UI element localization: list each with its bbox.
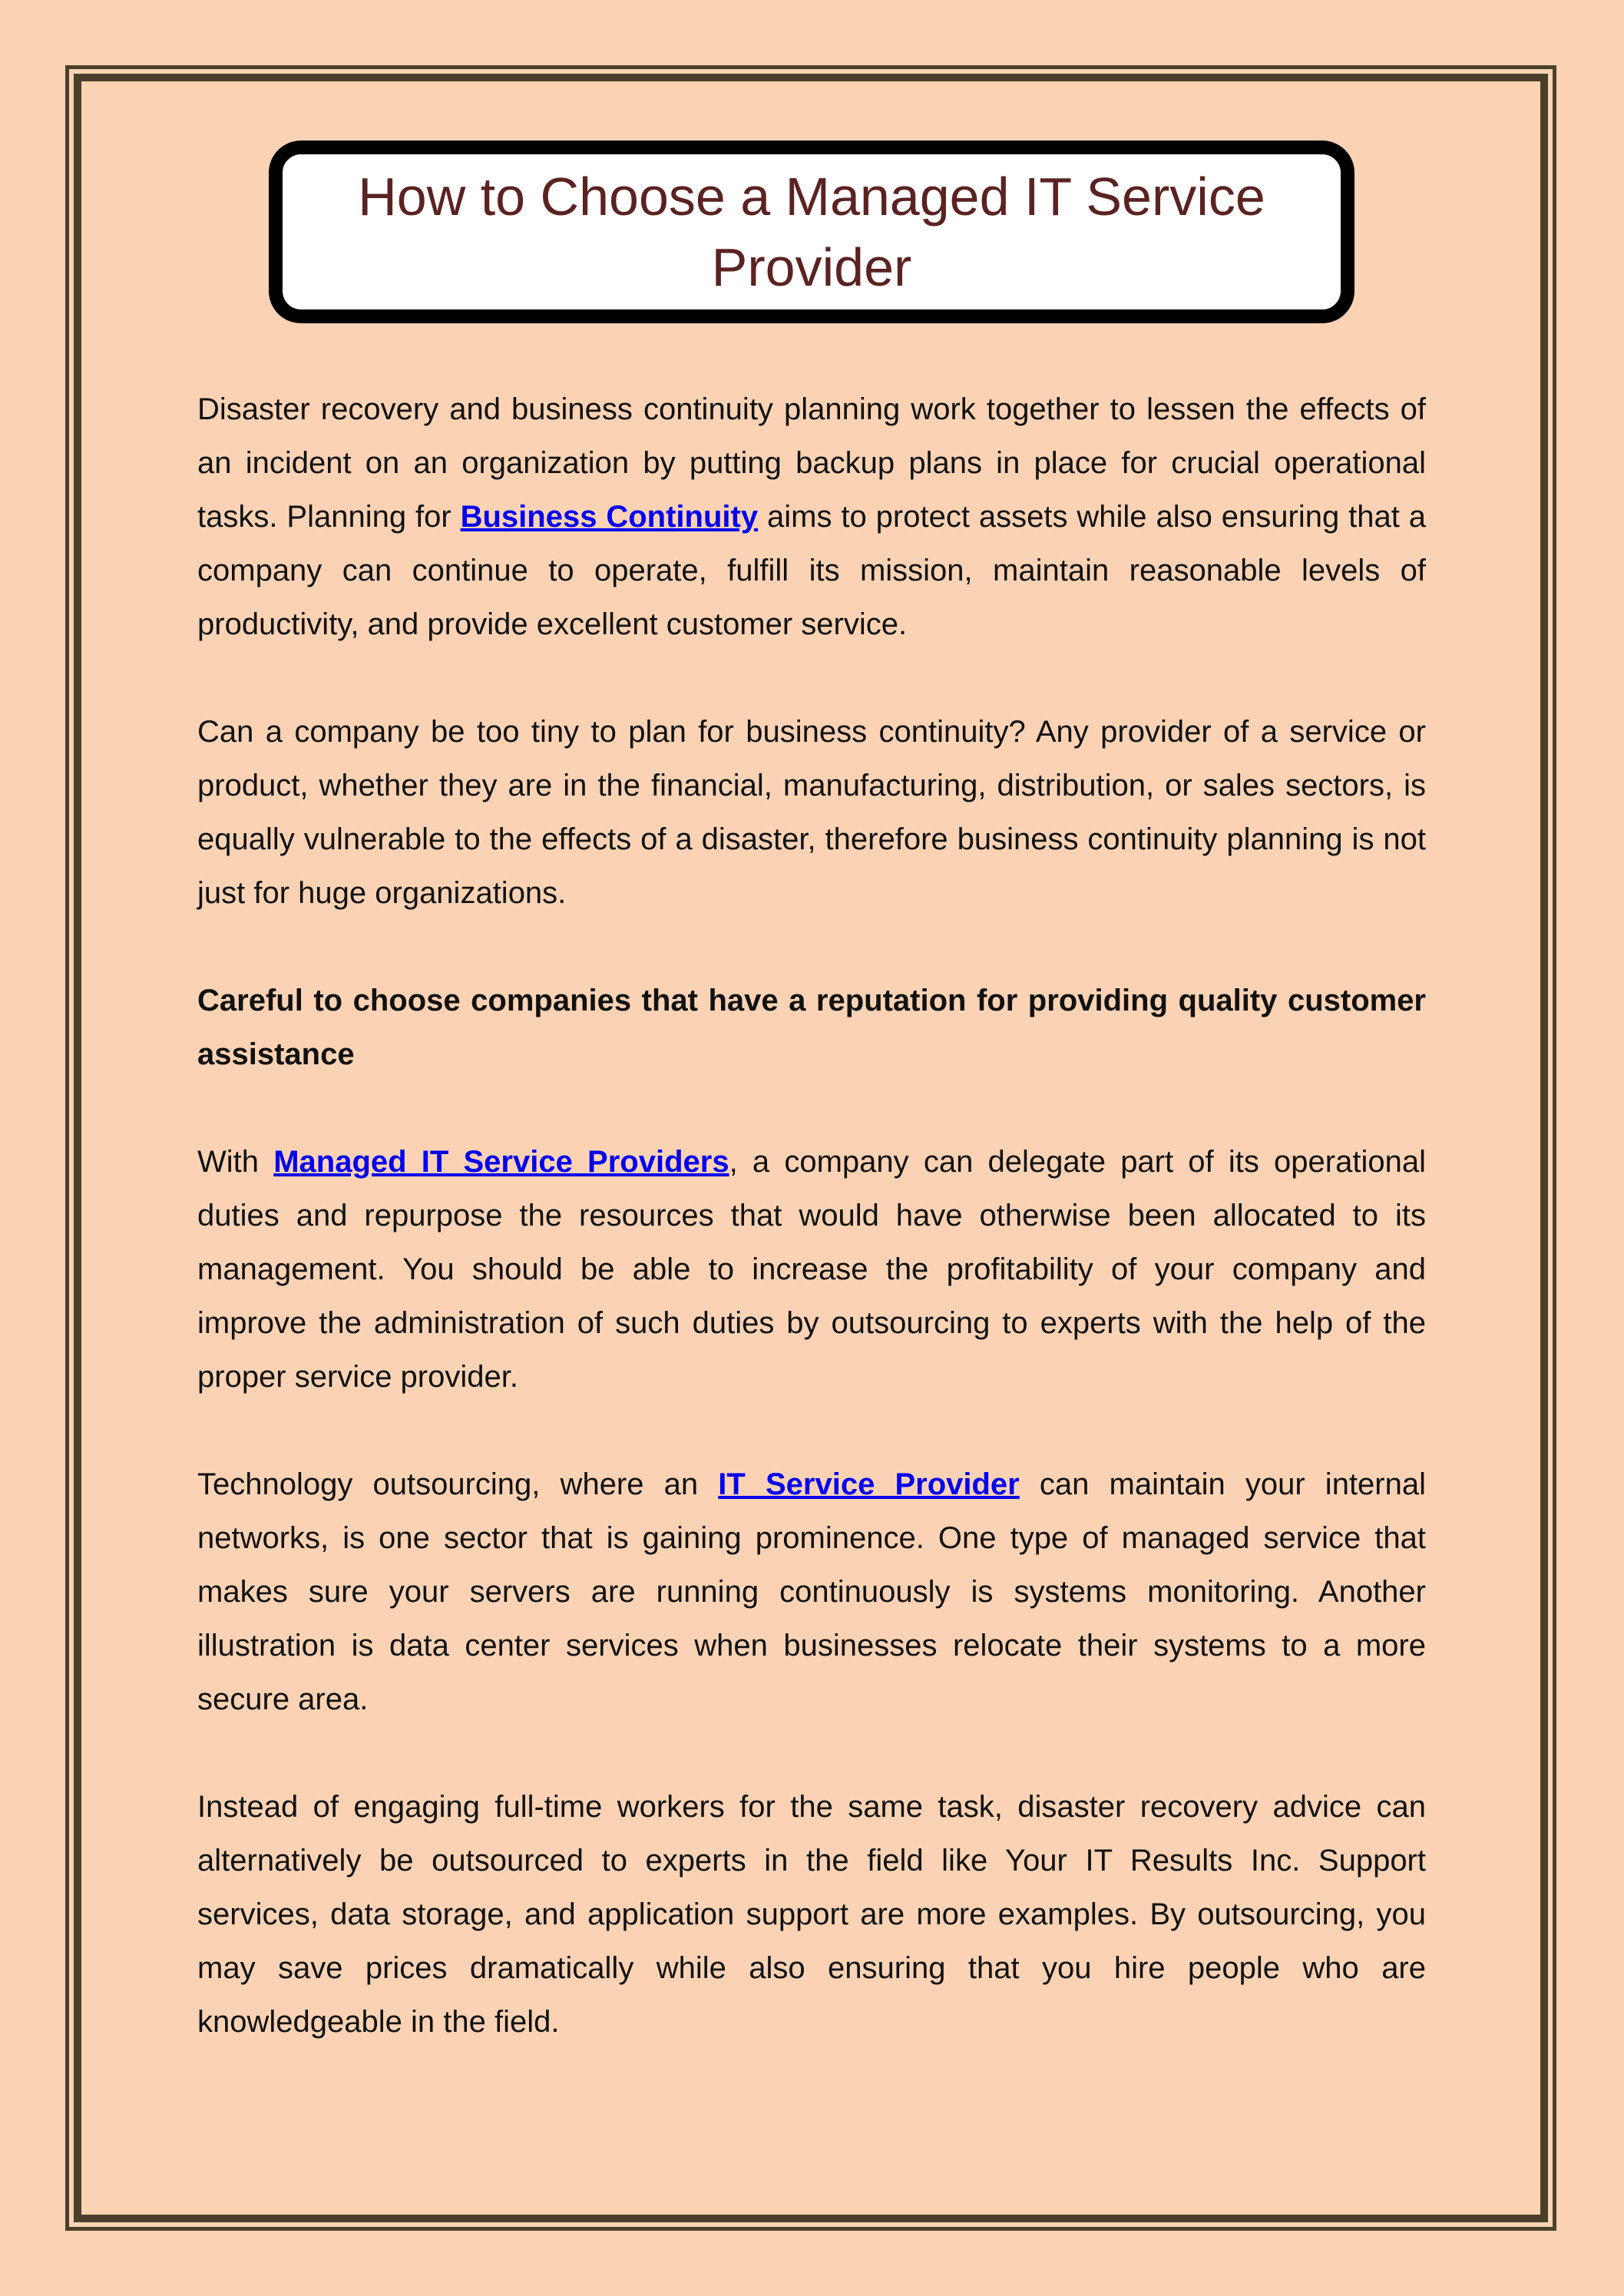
title-box	[269, 141, 1354, 323]
managed-it-service-providers-link[interactable]: Managed IT Service Providers	[273, 1145, 729, 1179]
business-continuity-link[interactable]: Business Continuity	[460, 500, 759, 534]
text: can maintain your internal networks, is one sector that is gaining prominence. One type of managed service that makes sure your servers are running continuously is systems monitoring. Another illustration is data center services when businesses relocate their systems to a more secure area.	[197, 1467, 1427, 1716]
text: Disaster recovery and business continuity planning work together to lessen the effects of an incident on an organization by putting backup plans in place for crucial operational tasks. Planning for	[197, 392, 1426, 534]
paragraph-business-continuity	[197, 382, 1426, 651]
article-body	[197, 382, 1426, 2102]
text: Technology outsourcing, where an	[197, 1467, 719, 1501]
paragraph-disaster-recovery: Instead of engaging full-time workers for the same task, disaster recovery advice can alternatively be outsourced to experts in the field like Your IT Results Inc. Support services, data storage, and application support are more examples. By outsourcing, you may save prices dramatically while also ensuring that you hire people who are knowledgeable in the field.	[197, 1790, 1426, 2039]
it-service-provider-link[interactable]: IT Service Provider	[718, 1467, 1020, 1501]
paragraph-technology-outsourcing	[197, 1457, 1426, 1726]
paragraph-managed-providers	[197, 1135, 1426, 1404]
paragraph-company-size: Can a company be too tiny to plan for business continuity? Any provider of a service or product, whether they are in the financial, manufacturing, distribution, or sales sectors, is equally vulnerable to the effects of a disaster, therefore business continuity planning is not just for huge organizations.	[197, 715, 1426, 910]
page-title: How to Choose a Managed IT Service Provider	[358, 167, 1265, 297]
text: aims to protect assets while also ensuring that a company can continue to operate, fulfill its mission, maintain reasonable levels of productivity, and provide excellent customer service.	[197, 500, 1427, 641]
text: With	[197, 1145, 274, 1179]
section-heading: Careful to choose companies that have a reputation for providing quality customer assistance	[197, 984, 1426, 1071]
text: , a company can delegate part of its operational duties and repurpose the resources that would have otherwise been allocated to its management. You should be able to increase the profitability of your company and improve the administration of such duties by outsourcing to experts with the help of the proper service provider.	[197, 1145, 1426, 1394]
